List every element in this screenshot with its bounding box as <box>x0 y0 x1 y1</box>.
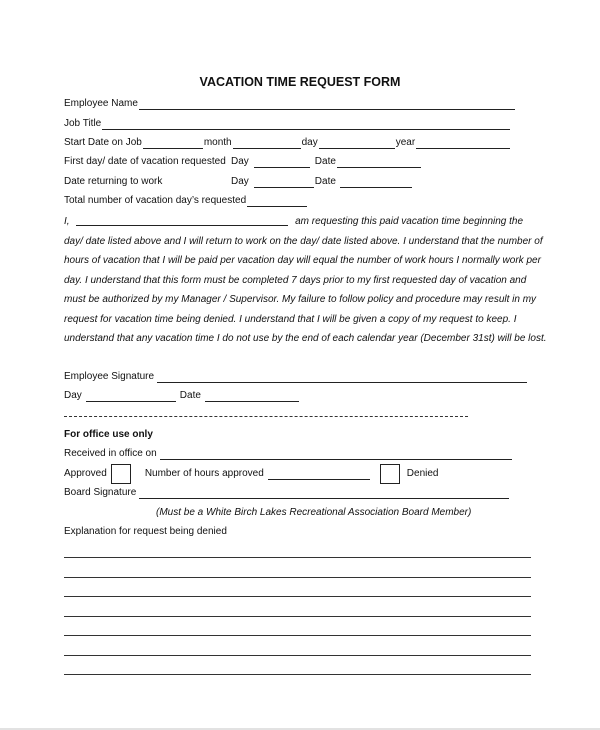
received-field[interactable] <box>160 449 512 460</box>
board-note: (Must be a White Birch Lakes Recreational Association Board Member) <box>156 507 472 518</box>
explanation-line[interactable] <box>64 596 531 597</box>
board-signature-row <box>64 485 510 499</box>
employee-name-statement-field[interactable] <box>76 217 288 226</box>
approved-label: Approved <box>64 468 107 479</box>
paragraph-line: day/ date listed above and I will return to work on the day/ date listed above. I understand that the number of <box>64 235 543 247</box>
board-signature-label: Board Signature <box>64 487 137 498</box>
explanation-line[interactable] <box>64 616 531 617</box>
hours-approved-label: Number of hours approved <box>144 468 264 479</box>
signature-day-label: Day <box>64 390 82 401</box>
first-day-day-field[interactable] <box>254 157 310 168</box>
signature-date-row <box>64 388 300 402</box>
hours-approved-field[interactable] <box>268 469 370 480</box>
day-label: day <box>301 137 318 148</box>
first-day-label: First day/ date of vacation requested <box>64 156 226 167</box>
total-days-field[interactable] <box>247 196 307 207</box>
paragraph-line: request for vacation time being denied. I understand that I will be given a copy of my request to keep. I <box>64 313 517 325</box>
job-title-field[interactable] <box>102 119 510 130</box>
start-date-field-4[interactable] <box>416 138 510 149</box>
returning-date-label: Date <box>314 176 336 187</box>
employee-signature-row <box>64 369 528 383</box>
returning-row <box>64 174 413 188</box>
signature-date-label: Date <box>179 390 201 401</box>
explanation-line[interactable] <box>64 577 531 578</box>
first-day-date-label: Date <box>314 156 336 167</box>
paragraph-line: am requesting this paid vacation time beginning the <box>295 216 524 227</box>
paragraph-line: hours of vacation that I will be paid per vacation day will equal the number of work hours I normally work per <box>64 255 541 266</box>
total-days-row <box>64 193 308 207</box>
start-date-field-2[interactable] <box>233 138 301 149</box>
paragraph-prefix: I, <box>64 216 70 227</box>
returning-label: Date returning to work <box>64 176 163 187</box>
board-signature-field[interactable] <box>139 488 509 499</box>
office-heading: For office use only <box>64 429 153 440</box>
approved-checkbox[interactable] <box>111 464 131 484</box>
first-day-date-field[interactable] <box>337 157 421 168</box>
start-date-field-1[interactable] <box>143 138 203 149</box>
received-label: Received in office on <box>64 448 157 459</box>
employee-name-row <box>64 96 516 110</box>
employee-signature-field[interactable] <box>157 372 527 383</box>
job-title-label: Job Title <box>64 118 102 129</box>
explanation-line[interactable] <box>64 674 531 675</box>
returning-date-field[interactable] <box>340 177 412 188</box>
paragraph-line: day. I understand that this form must be completed 7 days prior to my first requested day of vacation and <box>64 274 527 286</box>
start-date-row <box>64 135 511 149</box>
month-label: month <box>203 137 232 148</box>
explanation-line[interactable] <box>64 655 531 656</box>
paragraph-line: understand that any vacation time I do not use by the end of each calendar year (December 31st) will be lost. <box>64 333 547 344</box>
signature-day-field[interactable] <box>86 391 176 402</box>
first-day-row <box>64 154 422 168</box>
explanation-line[interactable] <box>64 635 531 636</box>
total-days-label: Total number of vacation day’s requested <box>64 195 247 206</box>
job-title-row <box>64 116 511 130</box>
year-label: year <box>395 137 416 148</box>
employee-signature-label: Employee Signature <box>64 371 155 382</box>
start-date-label: Start Date on Job <box>64 137 142 148</box>
denied-checkbox[interactable] <box>380 464 400 484</box>
returning-day-field[interactable] <box>254 177 314 188</box>
start-date-field-3[interactable] <box>319 138 395 149</box>
signature-date-field[interactable] <box>205 391 299 402</box>
policy-paragraph <box>64 212 547 349</box>
explanation-line[interactable] <box>64 557 531 558</box>
form-title: VACATION TIME REQUEST FORM <box>199 75 401 89</box>
paragraph-line: must be authorized by my Manager / Supervisor. My failure to follow policy and procedure may result in my <box>64 294 537 305</box>
denied-label: Denied <box>406 468 439 479</box>
employee-name-label: Employee Name <box>64 98 138 109</box>
first-day-day-label: Day <box>231 156 249 167</box>
cut-line-divider <box>64 416 468 417</box>
explanation-label: Explanation for request being denied <box>64 526 227 537</box>
returning-day-label: Day <box>231 176 249 187</box>
approval-row <box>64 466 438 480</box>
employee-name-field[interactable] <box>139 99 515 110</box>
received-row <box>64 446 513 460</box>
